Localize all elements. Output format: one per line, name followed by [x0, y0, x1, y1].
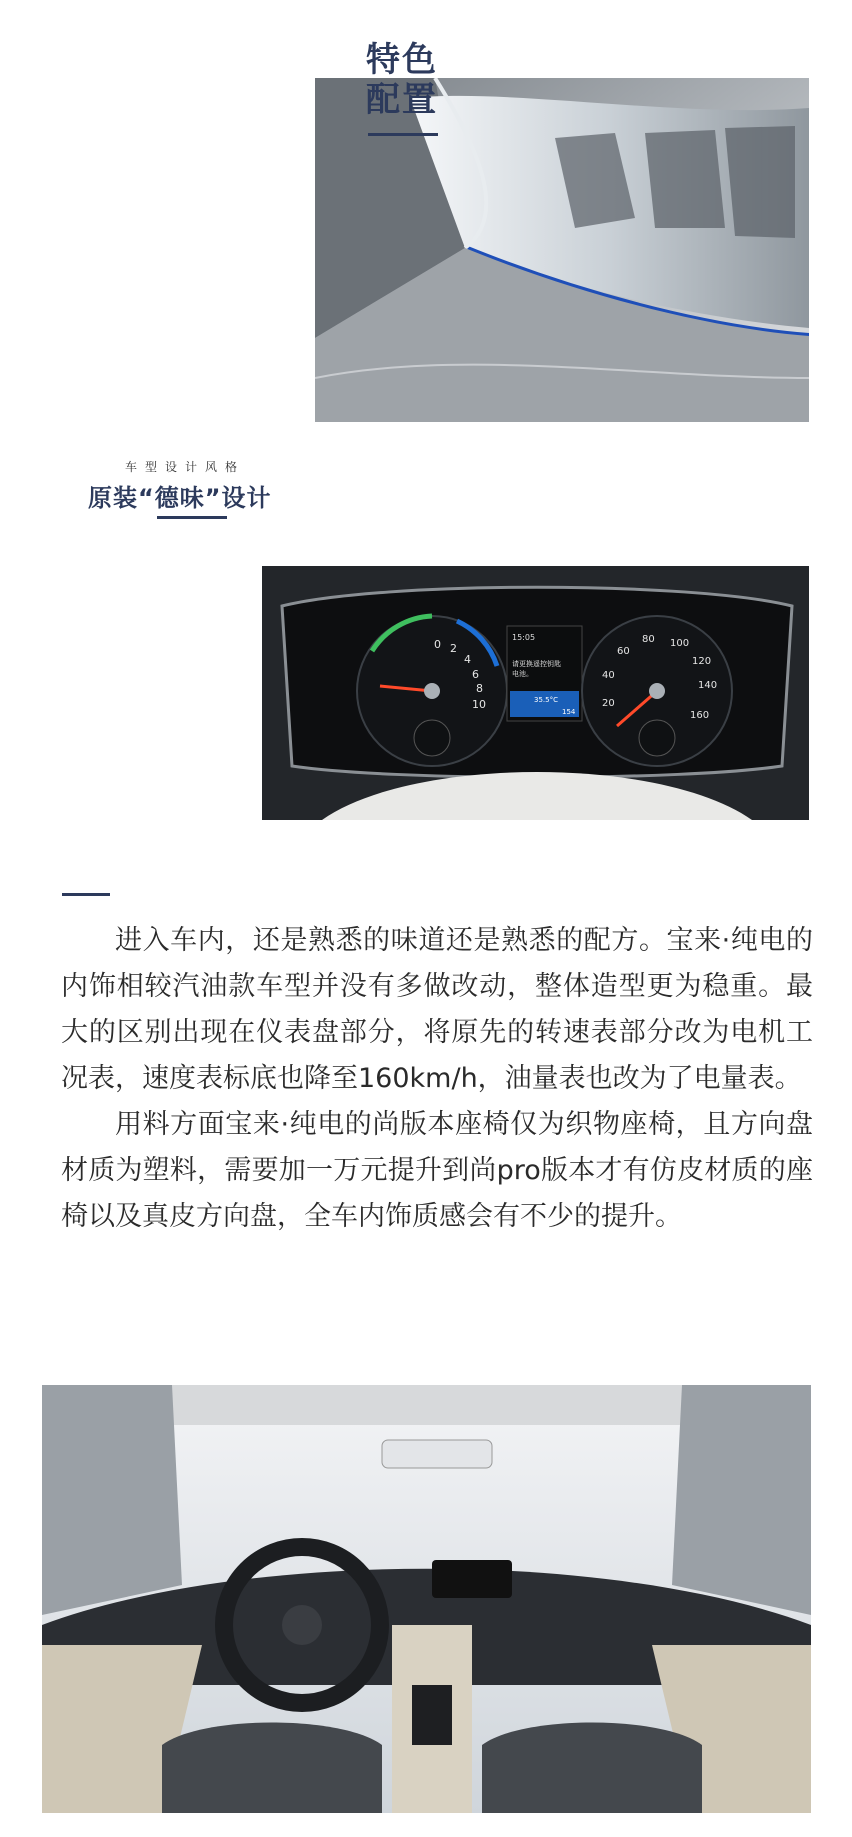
display-message-line2: 电池。	[512, 670, 533, 678]
speed-label-100: 100	[670, 638, 690, 649]
interior-photo	[42, 1385, 811, 1813]
speed-label-60: 60	[617, 646, 630, 657]
display-time: 15:05	[512, 633, 536, 642]
speed-label-120: 120	[692, 656, 712, 667]
section-title: 原装“德味”设计	[88, 484, 272, 512]
power-gauge	[357, 616, 507, 766]
power-label-10: 10	[472, 698, 486, 711]
power-label-8: 8	[476, 682, 483, 695]
speed-label-20: 20	[602, 698, 615, 709]
feature-title-line2: 配置	[366, 80, 438, 120]
feature-title-underline	[368, 133, 438, 136]
power-label-0: 0	[434, 638, 441, 651]
display-message-line1: 请更换遥控钥匙	[512, 660, 561, 668]
speed-label-80: 80	[642, 634, 655, 645]
power-label-6: 6	[472, 668, 479, 681]
article-paragraph-1: 进入车内，还是熟悉的味道还是熟悉的配方。宝来·纯电的内饰相较汽油款车型并没有多做改动，整体造型更为稳重。最大的区别出现在仪表盘部分，将原先的转速表部分改为电机工况表，速度表标底也降至160km/h，油量表也改为了电量表。	[61, 925, 813, 1094]
speed-label-160: 160	[690, 710, 710, 721]
speed-label-40: 40	[602, 670, 615, 681]
feature-title	[366, 40, 438, 120]
article-body	[61, 918, 813, 1240]
display-range: 154	[562, 708, 576, 716]
feature-title-line1: 特色	[366, 40, 438, 80]
power-label-2: 2	[450, 642, 457, 655]
interior-illustration	[42, 1385, 811, 1813]
headlight-photo	[315, 78, 809, 422]
article-paragraph-2: 用料方面宝来·纯电的尚版本座椅仅为织物座椅，且方向盘材质为塑料，需要加一万元提升到尚pro版本才有仿皮材质的座椅以及真皮方向盘，全车内饰质感会有不少的提升。	[61, 1109, 813, 1232]
headlight-illustration	[315, 78, 809, 422]
power-label-4: 4	[464, 653, 471, 666]
section-title-underline	[157, 516, 227, 519]
instrument-cluster-illustration	[262, 566, 809, 820]
speed-label-140: 140	[698, 680, 718, 691]
speed-gauge	[582, 616, 732, 766]
center-display	[507, 626, 582, 721]
article-dash	[62, 893, 110, 896]
section-sub-label: 车型设计风格	[125, 460, 246, 474]
instrument-cluster-photo	[262, 566, 809, 820]
display-temperature: 35.5°C	[534, 696, 558, 704]
